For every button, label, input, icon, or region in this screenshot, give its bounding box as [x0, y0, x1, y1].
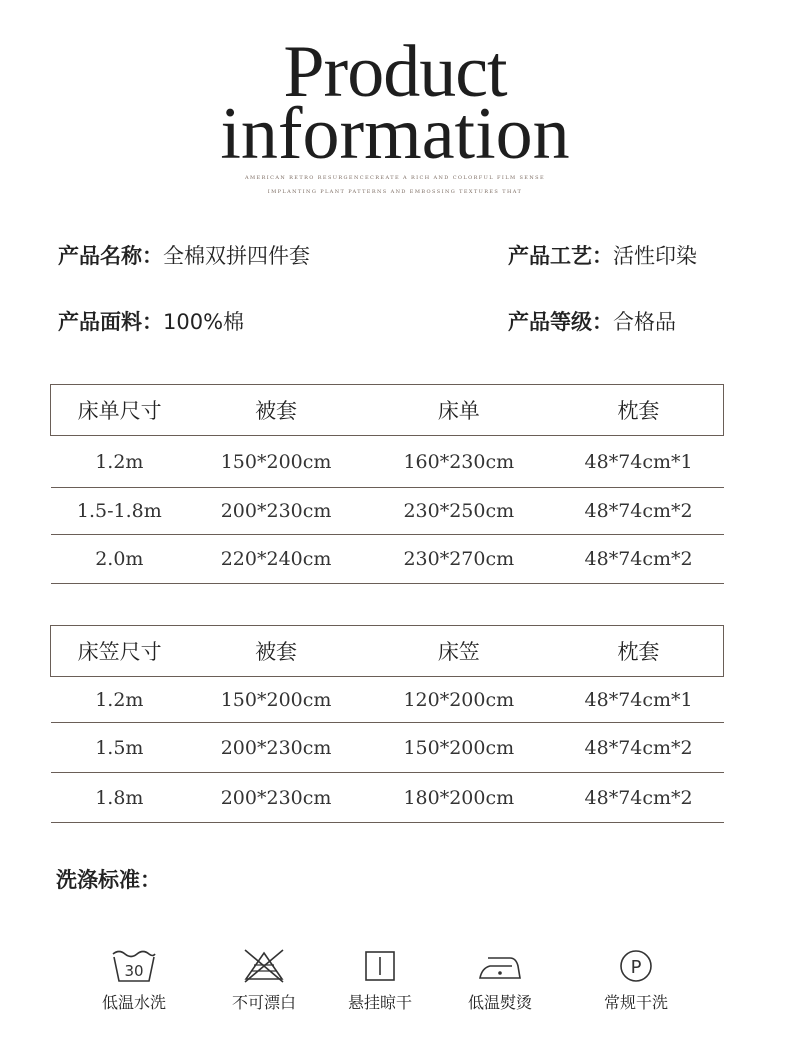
wash-temp-text: 30 [124, 962, 144, 980]
table-cell: 220*240cm [188, 535, 364, 584]
table-cell: 1.5-1.8m [51, 488, 189, 535]
title-line-information: information [220, 93, 570, 175]
table-cell: 48*74cm*2 [554, 773, 724, 823]
care-item-no-bleach [204, 948, 324, 1013]
fitted-sheet-size-table [50, 625, 724, 823]
table-cell: 1.2m [51, 677, 189, 723]
table-row [51, 773, 724, 823]
wash-30-icon [110, 948, 158, 984]
no-bleach-icon [240, 948, 288, 984]
table-cell: 150*200cm [188, 677, 364, 723]
product-fabric-label: 产品面料： [58, 310, 163, 334]
table-cell: 230*250cm [364, 488, 554, 535]
product-fabric-value: 100%棉 [163, 310, 245, 334]
table-cell: 200*230cm [188, 723, 364, 773]
table-cell: 1.5m [51, 723, 189, 773]
subtitle-line-1: AMERICAN RETRO RESURGENCECREATE A RICH AND COLORFUL FILM SENSE [245, 175, 545, 181]
subtitle-line-2: IMPLANTING PLANT PATTERNS AND EMBOSSING TEXTURES THAT [267, 189, 523, 195]
product-craft-row [508, 240, 697, 270]
care-label: 不可漂白 [231, 993, 296, 1012]
table-cell: 2.0m [51, 535, 189, 584]
table-header-cell: 床笠 [364, 626, 554, 677]
care-title: 洗涤标准： [56, 868, 161, 892]
table-cell: 230*270cm [364, 535, 554, 584]
care-item-dry-clean [576, 948, 696, 1013]
table-header-cell: 枕套 [554, 385, 724, 436]
table-cell: 200*230cm [188, 773, 364, 823]
care-item-hang-dry [320, 948, 440, 1013]
care-label: 悬挂晾干 [347, 993, 412, 1012]
sheet-size-table [50, 384, 724, 584]
table-row [51, 535, 724, 584]
table-header-cell: 床单尺寸 [51, 385, 189, 436]
care-label: 常规干洗 [603, 993, 668, 1012]
table-header-cell: 枕套 [554, 626, 724, 677]
hang-dry-icon [356, 948, 404, 984]
table-header-row [51, 385, 724, 436]
table-cell: 48*74cm*2 [554, 535, 724, 584]
table-cell: 48*74cm*1 [554, 436, 724, 488]
product-name-value: 全棉双拼四件套 [163, 244, 310, 268]
table-cell: 200*230cm [188, 488, 364, 535]
product-name-label: 产品名称： [58, 244, 163, 268]
care-label: 低温熨烫 [467, 993, 532, 1012]
care-label: 低温水洗 [101, 993, 166, 1012]
product-name-row [58, 240, 310, 270]
table-row [51, 488, 724, 535]
product-grade-row [508, 306, 676, 336]
table-header-cell: 床笠尺寸 [51, 626, 189, 677]
page-title [0, 31, 790, 175]
table-row [51, 677, 724, 723]
title-line-product: Product [283, 31, 507, 113]
low-iron-icon [476, 948, 524, 984]
product-grade-value: 合格品 [613, 310, 676, 334]
dry-clean-text: P [630, 957, 642, 978]
table-row [51, 723, 724, 773]
product-fabric-row [58, 306, 244, 336]
dry-clean-icon [612, 948, 660, 984]
table-cell: 150*200cm [188, 436, 364, 488]
table-header-cell: 床单 [364, 385, 554, 436]
table-cell: 180*200cm [364, 773, 554, 823]
table-header-cell: 被套 [188, 385, 364, 436]
product-craft-value: 活性印染 [613, 244, 697, 268]
table-cell: 120*200cm [364, 677, 554, 723]
table-cell: 48*74cm*2 [554, 723, 724, 773]
product-craft-label: 产品工艺： [508, 244, 613, 268]
table-cell: 150*200cm [364, 723, 554, 773]
table-header-row [51, 626, 724, 677]
care-item-wash [74, 948, 194, 1013]
product-grade-label: 产品等级： [508, 310, 613, 334]
table-cell: 1.8m [51, 773, 189, 823]
table-row [51, 436, 724, 488]
table-cell: 48*74cm*1 [554, 677, 724, 723]
table-header-cell: 被套 [188, 626, 364, 677]
table-cell: 48*74cm*2 [554, 488, 724, 535]
table-cell: 1.2m [51, 436, 189, 488]
care-item-low-iron [440, 948, 560, 1013]
table-cell: 160*230cm [364, 436, 554, 488]
